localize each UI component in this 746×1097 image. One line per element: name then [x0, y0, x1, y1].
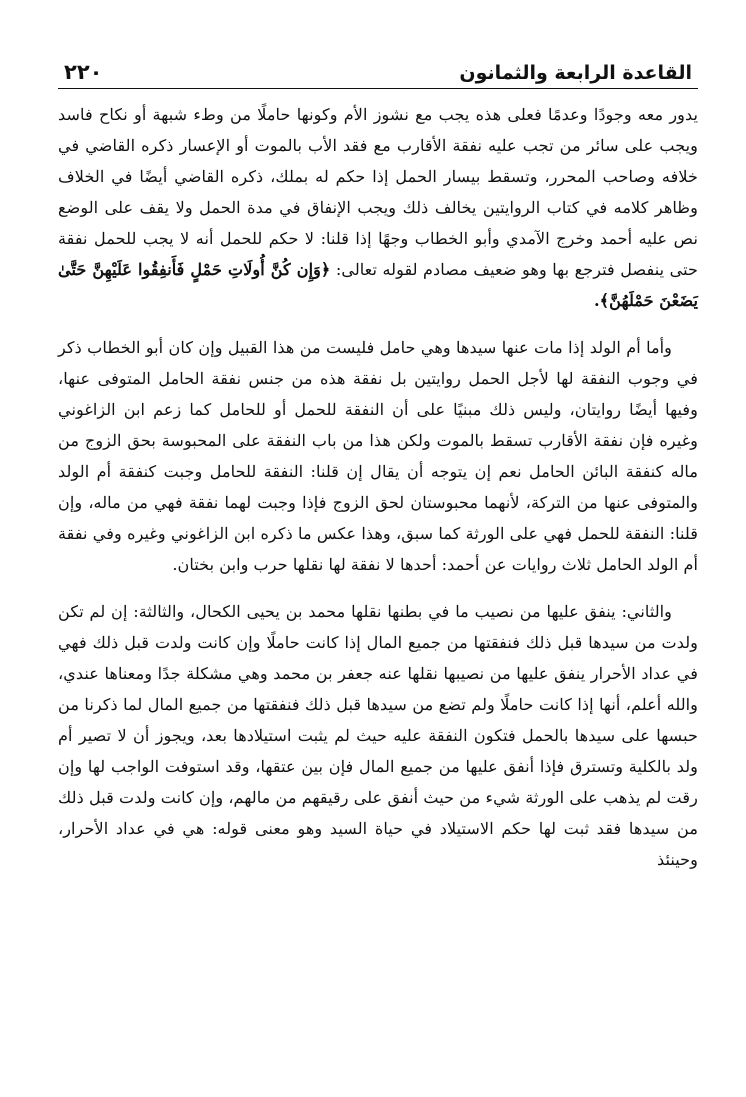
paragraph-gap: [58, 580, 698, 596]
paragraph-2-text: وأما أم الولد إذا مات عنها سيدها وهي حامل فليست من هذا القبيل وإن كان أبو الخطاب ذكر في وجوب النفقة لها لأجل الحمل روايتين بل نفقة هذه من جنس نفقة الحامل المتوفى عنها، وفيها أيضًا روايتان، وليس ذلك مبنيًا على أن النفقة للحمل أو للحامل كما زعم ابن الزاغوني وغيره فإن نفقة الأقارب تسقط بالموت ولكن هذا من باب النفقة على المحبوسة بحق الزوج من ماله كنفقة البائن الحامل نعم إن يتوجه أن يقال إن قلنا: النفقة للحامل وجبت كنفقة أم الولد والمتوفى عنها من التركة، لأنهما محبوستان لحق الزوج فإذا وجبت لهما نفقة فهي من ماله، وإن قلنا: النفقة للحمل فهي على الورثة كما سبق، وهذا عكس ما ذكره ابن الزاغوني وغيره وفي نفقة أم الولد الحامل ثلاث روايات عن أحمد: أحدها لا نفقة لها نقلها حرب وابن بختان.: [58, 338, 698, 574]
page-number: ٢٢٠: [64, 60, 103, 84]
paragraph-2: [58, 332, 698, 580]
page-body: [58, 99, 698, 875]
paragraph-3-text: والثاني: ينفق عليها من نصيب ما في بطنها نقلها محمد بن يحيى الكحال، والثالثة: إن لم تكن ولدت من سيدها قبل ذلك فنفقتها من جميع المال إذا كانت حاملًا وإن كانت ولدت قبل ذلك فهي في عداد الأحرار ينفق عليها من نصيبها نقلها عنه جعفر بن محمد وهي مشكلة جدًا ومعناها عندي، والله أعلم، أنها إذا كانت حاملًا ولم تضع من سيدها قبل ذلك فنفقتها من جميع المال لما ذكرنا من حبسها على سيدها بالحمل فتكون النفقة عليه حيث لم يثبت استيلادها بعد، ويجوز أن لا تصير أم ولد بالكلية وتسترق فإذا أنفق عليها من جميع المال فإن بين عتقها، وقد استوفت الواجب لها وإن رقت لم يذهب على الورثة شيء من حيث أنفق على رقيقهم من مالهم، وإن كانت ولدت قبل ذلك من سيدها فقد ثبت لها حكم الاستيلاد في حياة السيد وهو معنى قوله: هي في عداد الأحرار، وحينئذ: [58, 602, 698, 869]
running-title: القاعدة الرابعة والثمانون: [459, 62, 692, 84]
paragraph-1: [58, 99, 698, 316]
paragraph-3: [58, 596, 698, 875]
quran-verse: ﴿وَإِن كُنَّ أُولَاتِ حَمْلٍ فَأَنفِقُوا عَلَيْهِنَّ حَتَّىٰ يَضَعْنَ حَمْلَهُنَّ﴾.: [58, 260, 698, 310]
book-page: [58, 50, 698, 875]
paragraph-1-text: يدور معه وجودًا وعدمًا فعلى هذه يجب مع نشوز الأم وكونها حاملًا من وطء شبهة أو نكاح فاسد ويجب على سائر من تجب عليه نفقة الأقارب مع فقد الأب بالموت أو الإعسار ذكره القاضي في خلافه وصاحب المحرر، وتسقط بيسار الحمل إذا حكم له بملك، ذكره القاضي أيضًا في الخلاف وظاهر كلامه في كتاب الروايتين يخالف ذلك ويجب الإنفاق في مدة الحمل ولا يقف على الوضع نص عليه أحمد وخرج الآمدي وأبو الخطاب وجهًا إذا قلنا: لا حكم للحمل أنه لا يجب للحمل نفقة حتى ينفصل فترجع بها وهو ضعيف مصادم لقوله تعالى:: [58, 105, 698, 279]
paragraph-gap: [58, 316, 698, 332]
page-header: [58, 50, 698, 89]
